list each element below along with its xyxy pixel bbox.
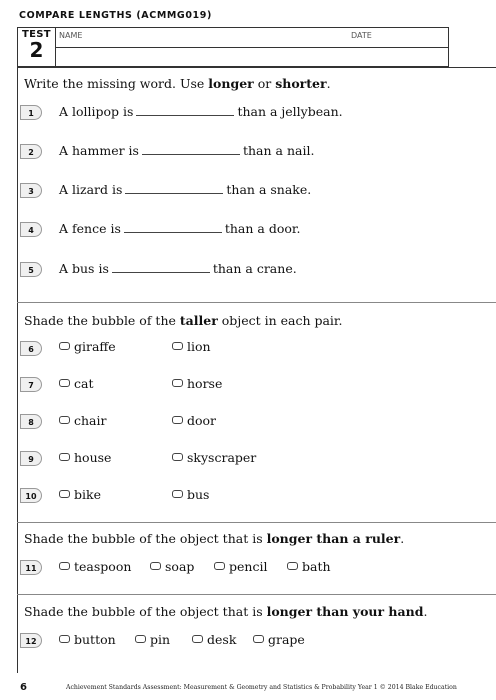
option-desk[interactable]: desk bbox=[192, 632, 236, 647]
bubble-icon[interactable] bbox=[135, 635, 146, 643]
answer-blank-1[interactable] bbox=[136, 105, 234, 116]
bubble-icon[interactable] bbox=[59, 453, 70, 461]
test-badge bbox=[18, 28, 56, 66]
question-number-4: 4 bbox=[20, 222, 42, 237]
option-chair[interactable]: chair bbox=[59, 413, 106, 428]
bubble-icon[interactable] bbox=[172, 453, 183, 461]
option-pin[interactable]: pin bbox=[135, 632, 170, 647]
option-pencil[interactable]: pencil bbox=[214, 559, 267, 574]
option-door[interactable]: door bbox=[172, 413, 216, 428]
question-4: A fence is than a door. bbox=[59, 221, 301, 236]
page-number: 6 bbox=[20, 682, 27, 693]
name-label: NAME bbox=[59, 31, 83, 40]
bubble-icon[interactable] bbox=[253, 635, 264, 643]
bubble-icon[interactable] bbox=[172, 490, 183, 498]
option-house[interactable]: house bbox=[59, 450, 111, 465]
option-skyscraper[interactable]: skyscraper bbox=[172, 450, 256, 465]
option-cat[interactable]: cat bbox=[59, 376, 93, 391]
question-3: A lizard is than a snake. bbox=[59, 182, 312, 197]
section-divider bbox=[17, 522, 496, 523]
option-bath[interactable]: bath bbox=[287, 559, 331, 574]
answer-blank-3[interactable] bbox=[125, 183, 223, 194]
bubble-icon[interactable] bbox=[214, 562, 225, 570]
test-number: 2 bbox=[29, 38, 44, 62]
date-label: DATE bbox=[351, 31, 372, 40]
question-5: A bus is than a crane. bbox=[59, 261, 297, 276]
question-number-10: 10 bbox=[20, 488, 42, 503]
section3-instruction: Shade the bubble of the object that is longer than a ruler. bbox=[24, 531, 405, 546]
section1-instruction: Write the missing word. Use longer or shorter. bbox=[24, 76, 331, 91]
question-2: A hammer is than a nail. bbox=[59, 143, 315, 158]
question-number-5: 5 bbox=[20, 262, 42, 277]
question-number-6: 6 bbox=[20, 341, 42, 356]
bubble-icon[interactable] bbox=[172, 416, 183, 424]
section2-instruction: Shade the bubble of the taller object in each pair. bbox=[24, 313, 343, 328]
bubble-icon[interactable] bbox=[59, 635, 70, 643]
answer-blank-2[interactable] bbox=[142, 144, 240, 155]
question-number-1: 1 bbox=[20, 105, 42, 120]
question-number-9: 9 bbox=[20, 451, 42, 466]
option-soap[interactable]: soap bbox=[150, 559, 194, 574]
page-footer bbox=[0, 676, 496, 700]
option-grape[interactable]: grape bbox=[253, 632, 305, 647]
question-1: A lollipop is than a jellybean. bbox=[59, 104, 343, 119]
option-horse[interactable]: horse bbox=[172, 376, 222, 391]
answer-blank-4[interactable] bbox=[124, 222, 222, 233]
bubble-icon[interactable] bbox=[172, 379, 183, 387]
bubble-icon[interactable] bbox=[59, 342, 70, 350]
footer-note: Achievement Standards Assessment: Measurement & Geometry and Statistics & Probability Year 1 © 2014 Blake Education bbox=[66, 684, 457, 691]
name-date-line bbox=[55, 47, 448, 48]
section-divider bbox=[17, 302, 496, 303]
header-box bbox=[17, 27, 449, 67]
bubble-icon[interactable] bbox=[59, 379, 70, 387]
option-giraffe[interactable]: giraffe bbox=[59, 339, 116, 354]
answer-blank-5[interactable] bbox=[112, 262, 210, 273]
bubble-icon[interactable] bbox=[59, 490, 70, 498]
question-number-8: 8 bbox=[20, 414, 42, 429]
section-divider bbox=[17, 594, 496, 595]
question-number-2: 2 bbox=[20, 144, 42, 159]
option-bike[interactable]: bike bbox=[59, 487, 101, 502]
bubble-icon[interactable] bbox=[59, 562, 70, 570]
bubble-icon[interactable] bbox=[192, 635, 203, 643]
option-teaspoon[interactable]: teaspoon bbox=[59, 559, 131, 574]
question-number-3: 3 bbox=[20, 183, 42, 198]
question-number-12: 12 bbox=[20, 633, 42, 648]
option-lion[interactable]: lion bbox=[172, 339, 211, 354]
section4-instruction: Shade the bubble of the object that is longer than your hand. bbox=[24, 604, 428, 619]
bubble-icon[interactable] bbox=[150, 562, 161, 570]
question-number-11: 11 bbox=[20, 560, 42, 575]
bubble-icon[interactable] bbox=[287, 562, 298, 570]
question-number-7: 7 bbox=[20, 377, 42, 392]
option-bus[interactable]: bus bbox=[172, 487, 209, 502]
option-button[interactable]: button bbox=[59, 632, 116, 647]
test-label: TEST bbox=[22, 29, 51, 40]
bubble-icon[interactable] bbox=[59, 416, 70, 424]
bubble-icon[interactable] bbox=[172, 342, 183, 350]
worksheet-title: COMPARE LENGTHS (ACMMG019) bbox=[19, 10, 212, 21]
